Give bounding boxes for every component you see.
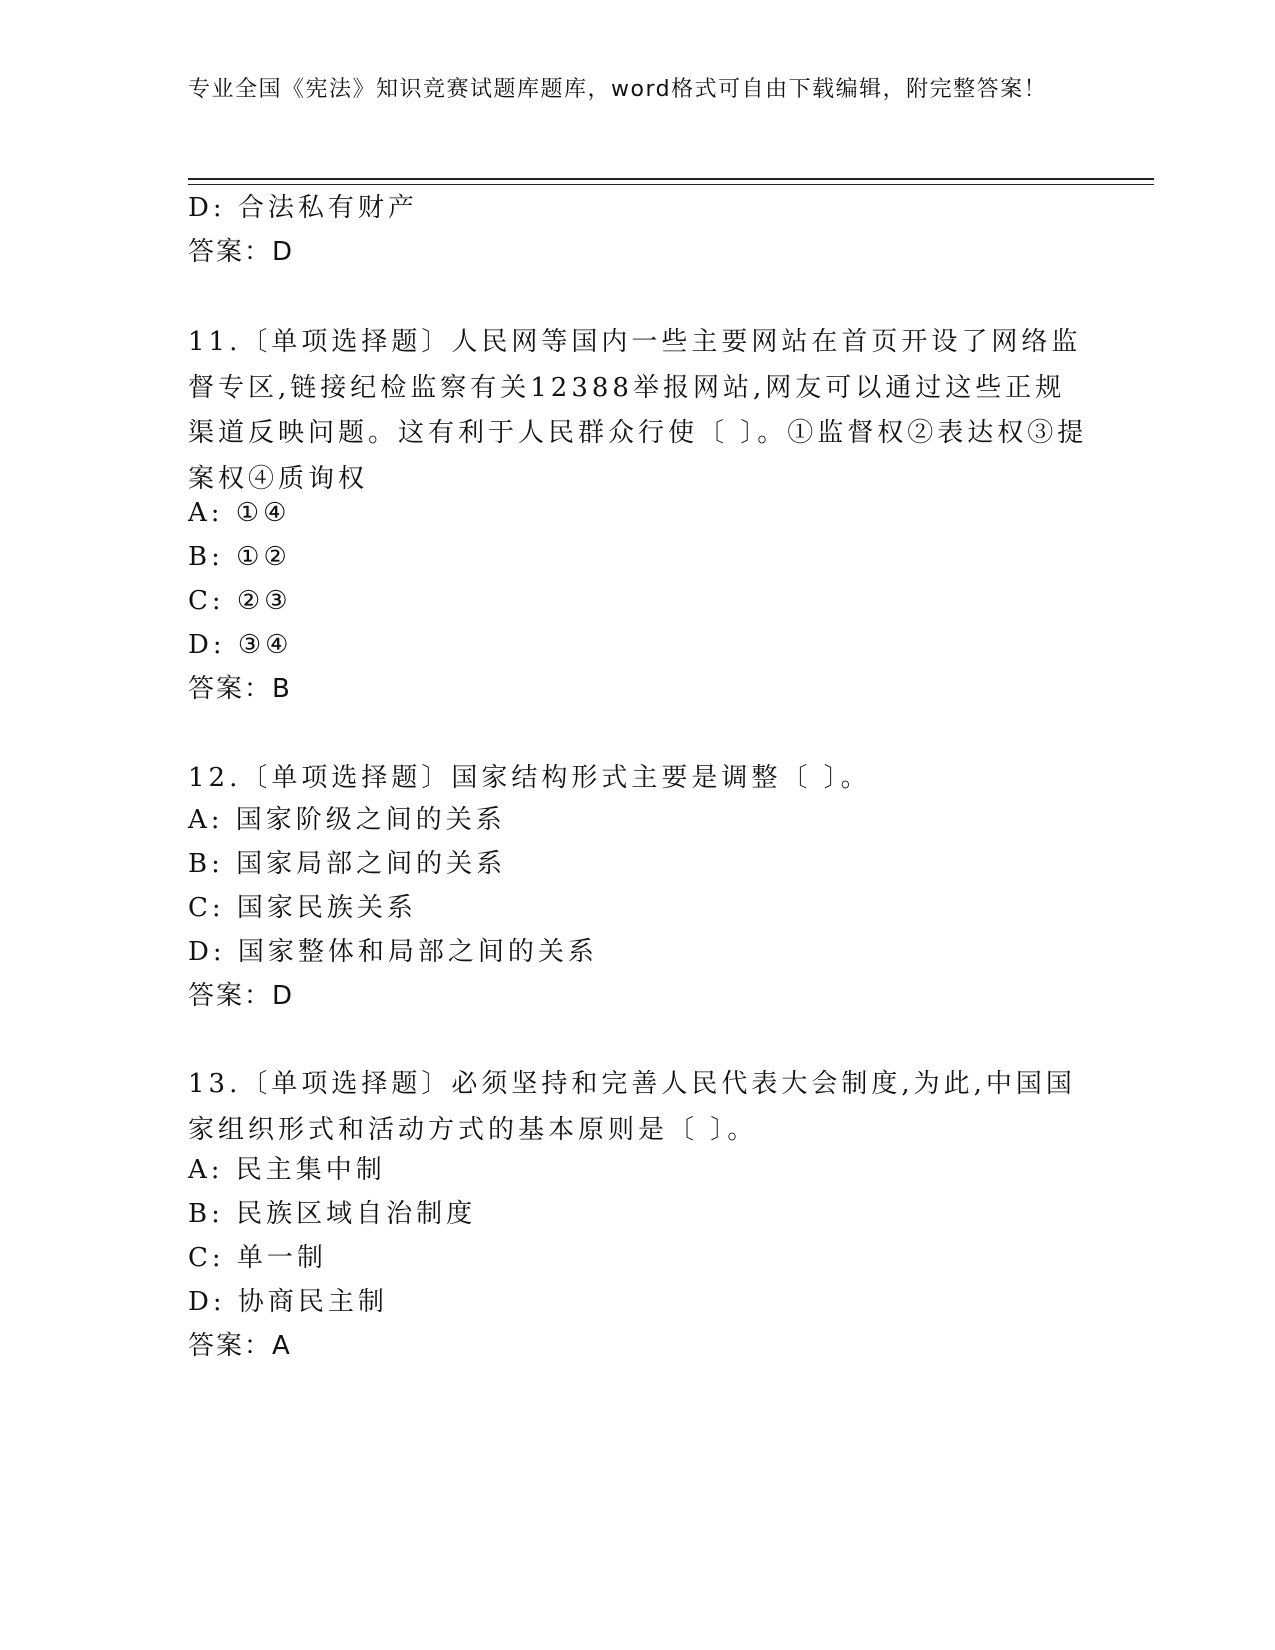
page-header-title: 专业全国《宪法》知识竞赛试题库题库，word格式可自由下载编辑，附完整答案！ xyxy=(188,77,1048,102)
question-12-option-b: B: 国家局部之间的关系 xyxy=(188,849,507,879)
question-13-option-c: C: 单一制 xyxy=(188,1243,327,1273)
question-12-answer: 答案：D xyxy=(188,981,295,1011)
prev-question-answer: 答案：D xyxy=(188,237,295,267)
question-12-option-a: A: 国家阶级之间的关系 xyxy=(188,805,506,835)
question-13-stem: 13.〔单项选择题〕必须坚持和完善人民代表大会制度,为此,中国国家组织形式和活动方式的基本原则是〔 〕。 xyxy=(188,1069,1076,1145)
question-13-option-a: A: 民主集中制 xyxy=(188,1155,386,1185)
header-rule-thick xyxy=(188,178,1154,180)
question-13-option-d: D: 协商民主制 xyxy=(188,1287,388,1317)
question-11-option-b: B: ①② xyxy=(188,542,291,572)
question-11-answer: 答案：B xyxy=(188,674,292,704)
prev-question-option-d: D: 合法私有财产 xyxy=(188,193,418,223)
question-11-option-d: D: ③④ xyxy=(188,630,293,660)
question-12-option-c: C: 国家民族关系 xyxy=(188,893,417,923)
header-rule-thin xyxy=(188,184,1154,185)
question-11-option-c: C: ②③ xyxy=(188,586,292,616)
question-13-option-b: B: 民族区域自治制度 xyxy=(188,1199,477,1229)
question-12-stem: 12.〔单项选择题〕国家结构形式主要是调整〔 〕。 xyxy=(188,763,871,793)
question-12-option-d: D: 国家整体和局部之间的关系 xyxy=(188,937,598,967)
question-13-answer: 答案：A xyxy=(188,1331,292,1361)
question-11-stem: 11.〔单项选择题〕人民网等国内一些主要网站在首页开设了网络监督专区,链接纪检监察有关12388举报网站,网友可以通过这些正规渠道反映问题。这有利于人民群众行使〔 〕。①监督权②表达权③提案权④质询权 xyxy=(188,327,1088,494)
question-11-option-a: A: ①④ xyxy=(188,498,291,528)
